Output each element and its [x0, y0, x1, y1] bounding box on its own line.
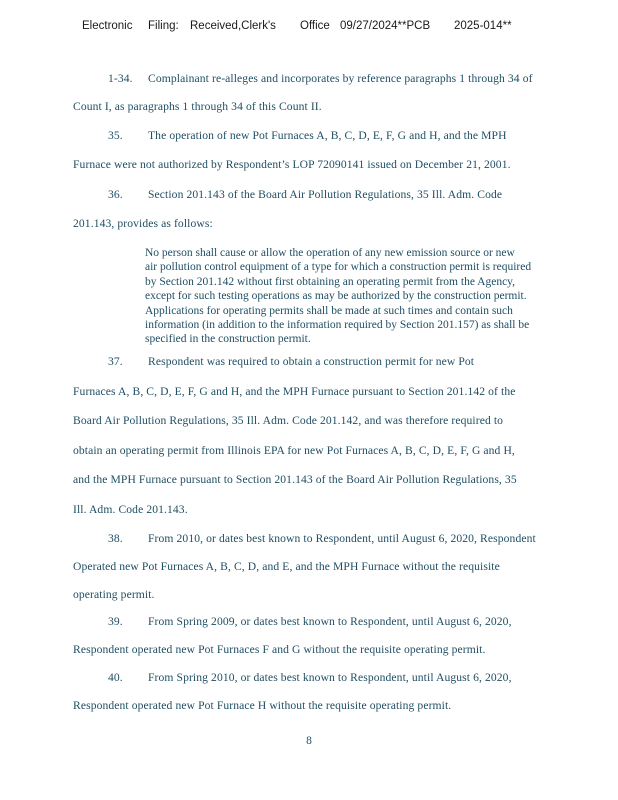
quote-line: No person shall cause or allow the operation of any new emission source or new — [145, 247, 515, 259]
header-received: Received,Clerk's — [190, 20, 276, 32]
paragraph-38-line-3: operating permit. — [73, 588, 155, 601]
paragraph-40-line-1 — [108, 671, 578, 684]
paragraph-text: Complainant re-alleges and incorporates by reference paragraphs 1 through 34 of — [148, 72, 533, 85]
paragraph-37-line-3: Board Air Pollution Regulations, 35 Ill. Adm. Code 201.142, and was therefore required to — [73, 414, 504, 427]
quote-line: by Section 201.142 without first obtaining an operating permit from the Agency, — [145, 275, 516, 288]
paragraph-38-line-2: Operated new Pot Furnaces A, B, C, D, and E, and the MPH Furnace without the requisite — [73, 560, 500, 573]
page-number: 8 — [306, 735, 312, 747]
header-electronic: Electronic — [82, 20, 133, 32]
paragraph-37-line-6: Ill. Adm. Code 201.143. — [73, 503, 188, 516]
quote-line: air pollution control equipment of a type for which a construction permit is required — [145, 261, 532, 274]
paragraph-text: Section 201.143 of the Board Air Pollution Regulations, 35 Ill. Adm. Code — [148, 188, 503, 201]
paragraph-40-line-2: Respondent operated new Pot Furnace H without the requisite operating permit. — [73, 699, 452, 712]
paragraph-39-line-1 — [108, 615, 578, 628]
paragraph-1-34-line-1 — [108, 72, 578, 85]
paragraph-37-line-1 — [108, 355, 578, 368]
paragraph-39-line-2: Respondent operated new Pot Furnaces F and G without the requisite operating permit. — [73, 643, 486, 656]
paragraph-37-line-2: Furnaces A, B, C, D, E, F, G and H, and the MPH Furnace pursuant to Section 201.142 of the — [73, 385, 516, 398]
header-case-number: 2025-014** — [454, 20, 512, 32]
paragraph-text: From Spring 2010, or dates best known to Respondent, until August 6, 2020, — [148, 671, 512, 684]
paragraph-1-34-line-2: Count I, as paragraphs 1 through 34 of this Count II. — [73, 100, 322, 113]
header-office: Office — [300, 20, 330, 32]
paragraph-37-line-4: obtain an operating permit from Illinois EPA for new Pot Furnaces A, B, C, D, E, F, G and H, — [73, 444, 515, 457]
paragraph-37-line-5: and the MPH Furnace pursuant to Section 201.143 of the Board Air Pollution Regulations, 35 — [73, 473, 517, 486]
paragraph-38-line-1 — [108, 532, 578, 545]
paragraph-number: 40. — [108, 671, 123, 684]
paragraph-number: 37. — [108, 355, 123, 368]
quote-line: except for such testing operations as may be authorized by the construction permit. — [145, 290, 527, 303]
header-filing: Filing: — [148, 20, 179, 32]
quote-line: Applications for operating permits shall be made at such times and contain such — [145, 304, 513, 317]
paragraph-number: 38. — [108, 532, 123, 545]
block-quote-section-201-143 — [145, 246, 605, 347]
paragraph-number: 35. — [108, 129, 123, 142]
header-date: 09/27/2024**PCB — [340, 20, 431, 32]
paragraph-35-line-2: Furnace were not authorized by Respondent’s LOP 72090141 issued on December 21, 2001. — [73, 158, 511, 171]
quote-line: information (in addition to the information required by Section 201.157) as shall be — [145, 319, 530, 332]
paragraph-36-line-1 — [108, 188, 578, 201]
paragraph-number: 39. — [108, 615, 123, 628]
paragraph-text: From Spring 2009, or dates best known to Respondent, until August 6, 2020, — [148, 615, 512, 628]
paragraph-number: 36. — [108, 188, 123, 201]
paragraph-36-line-2: 201.143, provides as follows: — [73, 217, 213, 230]
quote-line: specified in the construction permit. — [145, 333, 311, 346]
paragraph-35-line-1 — [108, 129, 578, 142]
paragraph-text: From 2010, or dates best known to Respondent, until August 6, 2020, Respondent — [148, 532, 536, 545]
paragraph-text: The operation of new Pot Furnaces A, B, C, D, E, F, G and H, and the MPH — [148, 129, 507, 142]
paragraph-text: Respondent was required to obtain a construction permit for new Pot — [148, 355, 475, 368]
paragraph-number: 1-34. — [108, 72, 133, 85]
